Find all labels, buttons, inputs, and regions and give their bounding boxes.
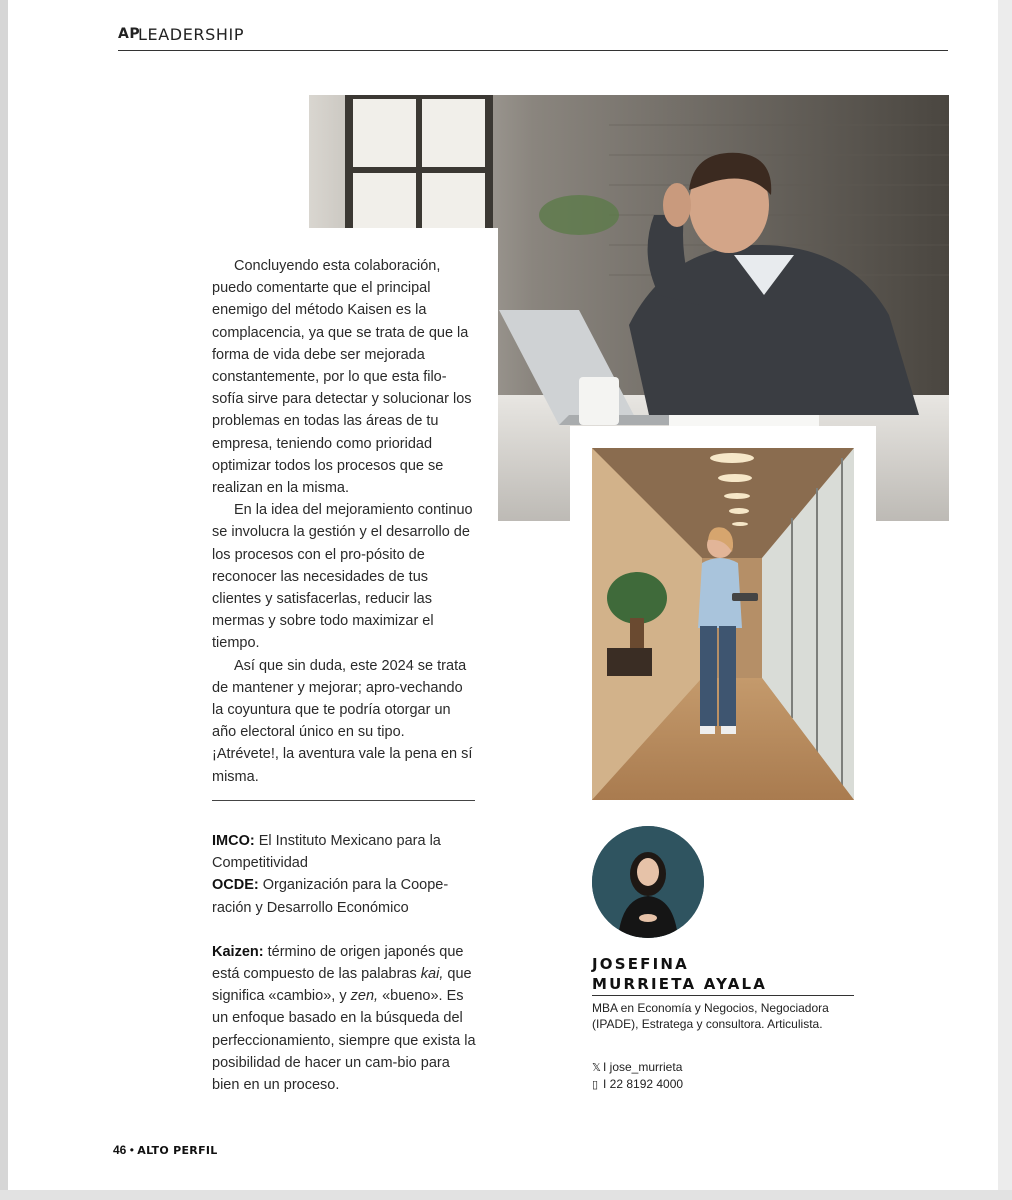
author-bio: MBA en Economía y Negocios, Negociadora (IPADE), Estratega y consultora. Articulista.	[592, 1001, 829, 1031]
article-paragraph: Así que sin duda, este 2024 se trata de mantener y mejorar; apro-vechando la coyuntura que te podría otorgar un año electoral único en su tipo. ¡Atrévete!, la aventura vale la pena en sí misma.	[212, 657, 473, 785]
x-logo-icon: 𝕏	[592, 1062, 601, 1074]
article-paragraph: En la idea del mejoramiento continuo se involucra la gestión y el desarrollo de los procesos con el pro-pósito de reconocer las necesidades de tus clientes y satisfacerlas, reducir las mermas y sobre todo maximizar el tiempo.	[212, 502, 473, 652]
author-avatar	[592, 826, 704, 938]
phone-icon: ▯	[592, 1079, 599, 1091]
author-name-line: JOSEFINA	[592, 955, 689, 973]
author-name	[592, 954, 767, 994]
author-name-line: MURRIETA AYALA	[592, 975, 768, 993]
glossary-ocde	[212, 874, 477, 918]
page-edge-right	[998, 0, 1012, 1200]
glossary-term: OCDE:	[212, 877, 259, 894]
footer-separator: •	[129, 1143, 134, 1157]
glossary-definition: «bueno». Es un enfoque basado en la búsqueda del perfeccionamiento, siempre que exista la posibilidad de hacer un cam-bio para bien en un proceso.	[212, 988, 476, 1094]
glossary-kaizen	[212, 941, 477, 1096]
section-title: LEADERSHIP	[138, 25, 245, 44]
glossary-definition: El Instituto Mexicano para la Competitividad	[212, 833, 441, 872]
article-body	[212, 255, 474, 788]
magazine-name: ALTO PERFIL	[137, 1144, 218, 1157]
glossary-definition: que significa «cambio», y	[212, 966, 472, 1005]
section-tag: AP	[118, 26, 141, 42]
phone-text: I 22 8192 4000	[603, 1077, 684, 1091]
author-x-handle	[592, 1059, 682, 1076]
glossary-term: Kaizen:	[212, 943, 264, 960]
author-phone	[592, 1076, 683, 1093]
page-footer	[113, 1143, 218, 1157]
section-divider	[212, 800, 475, 801]
glossary-word-zen: zen,	[350, 988, 379, 1005]
glossary	[212, 830, 477, 1096]
section-header	[118, 22, 948, 51]
page-number: 46	[113, 1143, 127, 1157]
glossary-definition: Organización para la Coope-ración y Desarrollo Económico	[212, 877, 449, 916]
x-handle-text: I jose_murrieta	[603, 1060, 683, 1074]
photo-woman-in-hallway	[592, 448, 854, 800]
page-edge-bottom	[0, 1190, 1012, 1200]
page-edge-left	[0, 0, 8, 1200]
author-divider	[592, 995, 854, 996]
glossary-word-kai: kai,	[420, 966, 444, 983]
glossary-definition: término de origen japonés que está compuesto de las palabras	[212, 943, 464, 983]
glossary-term: IMCO:	[212, 833, 255, 849]
article-paragraph: Concluyendo esta colaboración, puedo comentarte que el principal enemigo del método Kaisen es la complacencia, ya que se trata de que la forma de vida debe ser mejorada constantemente, por lo que esta filo-sofía sirve para detectar y solucionar los problemas en todas las áreas de tu empresa, teniendo como prioridad optimizar todos los procesos que se realizan en la misma.	[212, 258, 472, 497]
glossary-imco	[212, 830, 477, 874]
